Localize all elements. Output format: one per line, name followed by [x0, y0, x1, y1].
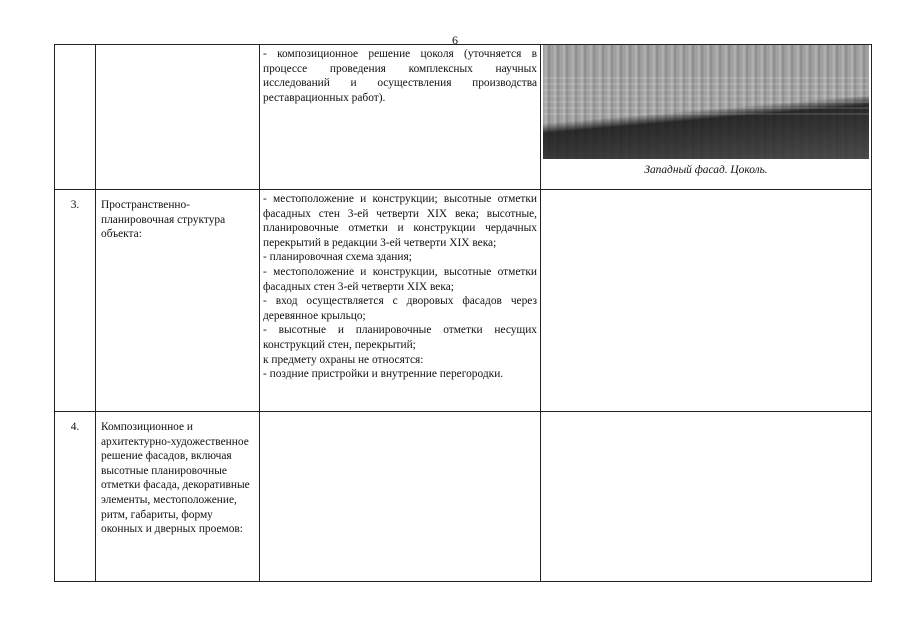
photo-cell [541, 45, 872, 190]
table-row [55, 412, 872, 582]
description-line: - высотные и планировочные отметки несущих конструкций стен, перекрытий; [263, 324, 537, 351]
row-description-cell [260, 412, 541, 582]
row-number-cell [55, 45, 96, 190]
photo-cell [541, 190, 872, 412]
description-line: - поздние пристройки и внутренние перегородки. [263, 368, 504, 381]
description-line: - местоположение и конструкции, высотные отметки фасадных стен 3-ей четверти XIX века; [263, 265, 537, 293]
protection-subject-table [54, 44, 872, 582]
table-row [55, 190, 872, 412]
row-name-cell [96, 45, 260, 190]
description-line: - вход осуществляется с дворовых фасадов через деревянное крыльцо; [263, 295, 537, 322]
table-row [55, 45, 872, 190]
photo-caption: Западный фасад. Цоколь. [644, 164, 768, 176]
row-name-cell: Пространственно-планировочная структура объекта: [96, 190, 260, 412]
row-description-cell [260, 45, 541, 190]
description-line: - планировочная схема здания; [263, 251, 412, 264]
row-name-cell: Композиционное и архитектурно-художественное решение фасадов, включая высотные планировочные отметки фасада, декоративные элементы, местоположение, ритм, габариты, форму оконных и дверных проемов: [96, 412, 260, 582]
description-line: - композиционное решение цоколя (уточняется в процессе проведения комплексных научных исследований и осуществления производства реставрационных работ). [263, 48, 537, 104]
row-number-cell: 3. [55, 190, 96, 412]
row-number-cell: 4. [55, 412, 96, 582]
row-description-cell [260, 190, 541, 412]
description-line: - местоположение и конструкции; высотные отметки фасадных стен 3-ей четверти XIX века; высотные, планировочные отметки и конструкции чердачных перекрытий в редакции 3-ей четверти XIX века; [263, 193, 537, 249]
page-number: 6 [452, 33, 458, 47]
description-line: к предмету охраны не относятся: [263, 353, 424, 366]
photo-cell [541, 412, 872, 582]
facade-plinth-photo [543, 45, 869, 159]
